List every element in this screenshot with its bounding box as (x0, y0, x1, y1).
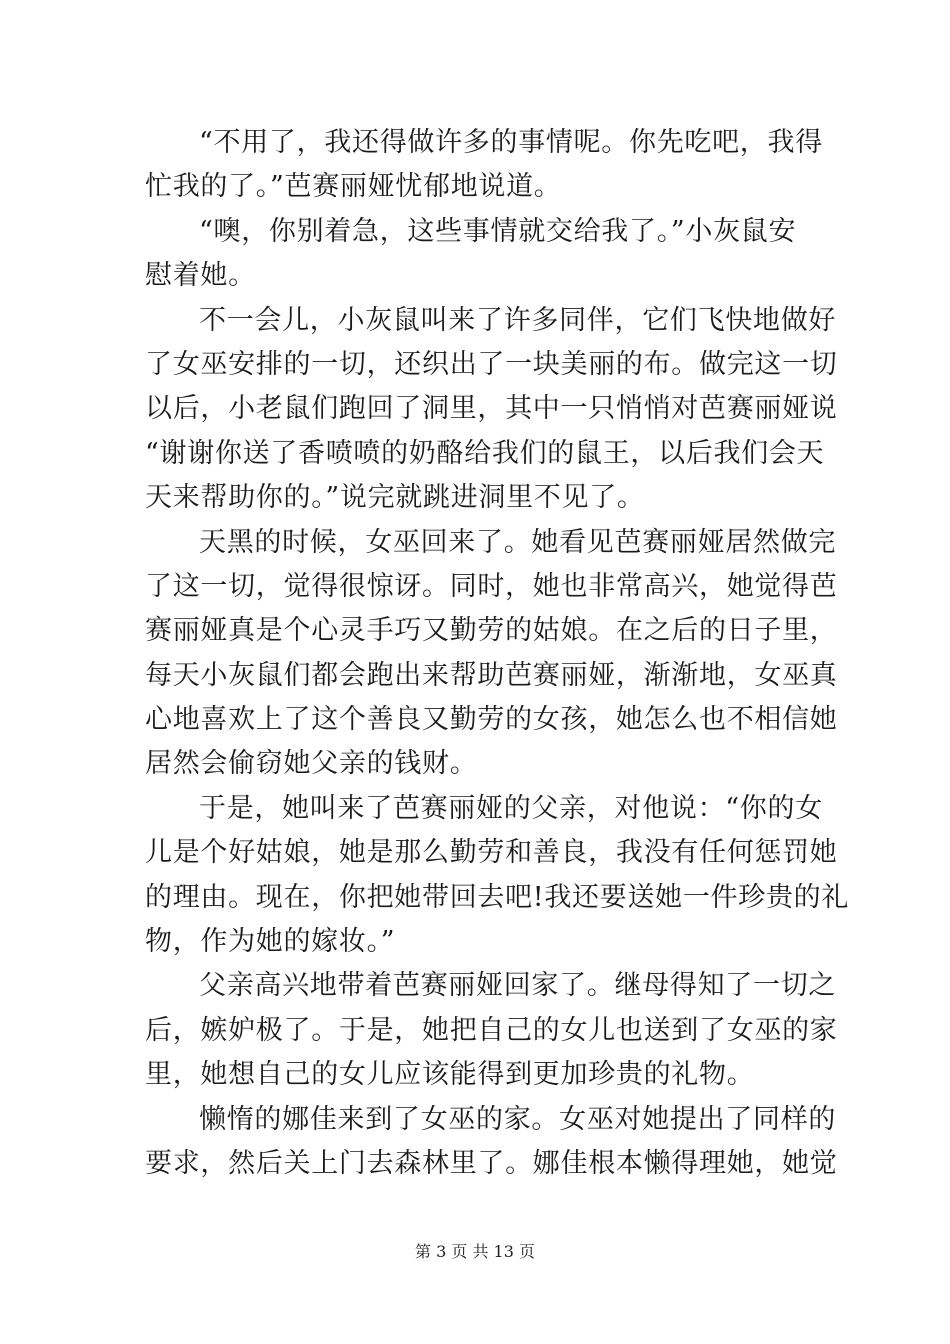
paragraph-line: 赛丽娅真是个心灵手巧又勤劳的姑娘。在之后的日子里， (145, 615, 838, 647)
paragraph-line: 以后，小老鼠们跑回了洞里，其中一只悄悄对芭赛丽娅说 (145, 393, 838, 425)
paragraph-line: 了女巫安排的一切，还织出了一块美丽的布。做完这一切 (145, 348, 838, 380)
paragraph-line: 忙我的了。”芭赛丽娅忧郁地说道。 (145, 171, 562, 203)
paragraph-first-line: 父亲高兴地带着芭赛丽娅回家了。继母得知了一切之 (199, 970, 837, 1002)
paragraph-line: 了这一切，觉得很惊讶。同时，她也非常高兴，她觉得芭 (145, 570, 838, 602)
paragraph-line: 物，作为她的嫁妆。” (145, 926, 396, 958)
paragraph-line: 里，她想自己的女儿应该能得到更加珍贵的礼物。 (145, 1059, 755, 1091)
document-body (145, 121, 850, 1186)
paragraph-line: 的理由。现在，你把她带回去吧!我还要送她一件珍贵的礼 (145, 881, 850, 913)
paragraph-line: 居然会偷窃她父亲的钱财。 (145, 748, 478, 780)
paragraph-line: 后，嫉妒极了。于是，她把自己的女儿也送到了女巫的家 (145, 1014, 838, 1046)
paragraph-line: 心地喜欢上了这个善良又勤劳的女孩，她怎么也不相信她 (145, 704, 838, 736)
paragraph-first-line: 懒惰的娜佳来到了女巫的家。女巫对她提出了同样的 (199, 1103, 837, 1135)
paragraph-line: 慰着她。 (145, 260, 256, 292)
paragraph-first-line: 天黑的时候，女巫回来了。她看见芭赛丽娅居然做完 (199, 526, 837, 558)
paragraph-line: 要求，然后关上门去森林里了。娜佳根本懒得理她，她觉 (145, 1147, 838, 1179)
page-footer: 第 3 页 共 13 页 (415, 1242, 535, 1261)
paragraph-first-line: “噢，你别着急，这些事情就交给我了。”小灰鼠安 (199, 215, 797, 247)
paragraph-first-line: “不用了，我还得做许多的事情呢。你先吃吧，我得 (199, 127, 823, 158)
paragraph-line: “谢谢你送了香喷喷的奶酪给我们的鼠王，以后我们会天 (145, 437, 825, 469)
paragraph-line: 儿是个好姑娘，她是那么勤劳和善良，我没有任何惩罚她 (145, 837, 838, 869)
paragraph-line: 天来帮助你的。”说完就跳进洞里不见了。 (145, 482, 645, 514)
paragraph-first-line: 于是，她叫来了芭赛丽娅的父亲，对他说：“你的女 (199, 792, 823, 824)
paragraph-line: 每天小灰鼠们都会跑出来帮助芭赛丽娅，渐渐地，女巫真 (145, 659, 838, 691)
paragraph-first-line: 不一会儿，小灰鼠叫来了许多同伴，它们飞快地做好 (199, 304, 837, 336)
